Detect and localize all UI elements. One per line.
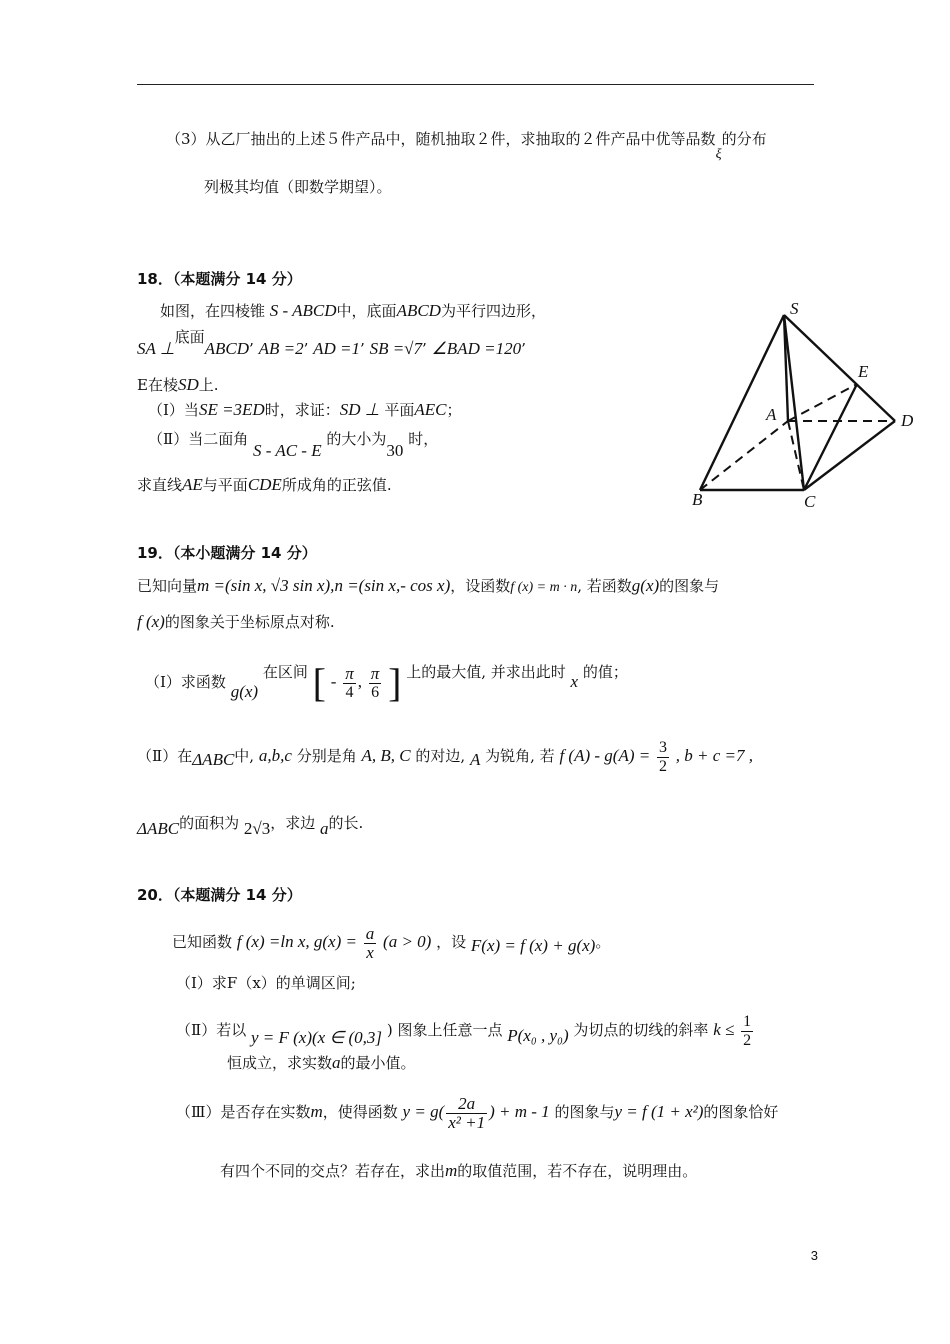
fraction-1-2: $\frac{1}{2}$ xyxy=(743,1012,752,1049)
label-C: C xyxy=(804,492,816,511)
q18-part2: （Ⅱ）当二面角 S - AC - E 的大小为30 时， xyxy=(148,430,439,460)
xi-symbol: ξ xyxy=(715,147,722,162)
label-E: E xyxy=(858,362,869,381)
edge-CD xyxy=(804,421,895,490)
edge-BA-hidden xyxy=(700,421,788,490)
q20-part1: （Ⅰ）求F（x）的单调区间; xyxy=(176,974,356,992)
edge-SD xyxy=(784,315,895,421)
edge-AC-hidden xyxy=(788,421,804,490)
edge-CE xyxy=(804,384,857,490)
q20-part2-line2: 恒成立，求实数a的最小值。 xyxy=(227,1053,416,1072)
fraction-2a-over-x2-plus-1: $\frac{2a}{\text{x² +1}}$ xyxy=(448,1093,486,1132)
q18-ask: 求直线AE与平面CDE所成角的正弦值. xyxy=(137,475,392,494)
q20-part3: （Ⅲ）是否存在实数m，使得函数 y = g( $\frac{2a}{\text{x² +1}}$ ) + m - 1 的图象与y = f (1 + x²)的图象恰好 xyxy=(176,1093,779,1132)
q18-intro: 如图，在四棱锥 S - ABCD中，底面ABCD为平行四边形， xyxy=(160,301,546,320)
q19-area: ΔABC的面积为 2√3，求边 a的长. xyxy=(137,814,364,838)
header-rule xyxy=(137,84,814,85)
q20-heading: 20．（本题满分 14 分） xyxy=(137,886,302,904)
q18-heading: 18．（本题满分 14 分） xyxy=(137,270,302,288)
q17-part3-line1: （3）从乙厂抽出的上述５件产品中，随机抽取２件，求抽取的２件产品中优等品数ξ的分布 xyxy=(166,130,767,162)
fraction-3-2: $\frac{3}{2}$ xyxy=(659,738,667,775)
q20-part3-line2: 有四个不同的交点？若存在，求出m的取值范围，若不存在，说明理由。 xyxy=(220,1161,698,1180)
label-D: D xyxy=(901,411,914,430)
label-B: B xyxy=(692,490,703,509)
page-number: 3 xyxy=(810,1248,818,1263)
edge-SB xyxy=(700,315,784,490)
q18-e-position: E在棱SD上. xyxy=(137,375,219,394)
label-A: A xyxy=(766,405,777,424)
q19-part2: （Ⅱ）在ΔABC中, a,b,c 分别是角 A, B, C 的对边, A 为锐角, 若 f (A) - g(A) = $\frac{3}{2}$ , b + c =7 , xyxy=(137,738,754,775)
q20-part2: （Ⅱ）若以 y = F (x)(x ∈ (0,3] ) 图象上任意一点 P(x₀ , y₀) 为切点的切线的斜率 k ≤ $\frac{1}{2}$ xyxy=(176,1012,752,1049)
q18-part1: （Ⅰ）当SE =3ED时，求证：SD ⊥ 平面AEC； xyxy=(148,400,462,419)
q19-line2: f (x)的图象关于坐标原点对称. xyxy=(137,612,335,631)
fraction-a-over-x: $\frac{a}{x}$ xyxy=(365,923,375,962)
q19-line1: 已知向量m =(sin x, √3 sin x),n =(sin x,- cos x)，设函数f (x) = m · n, 若函数g(x)的图象与 xyxy=(137,576,720,595)
label-S: S xyxy=(790,299,799,318)
interval-left: $\frac{\pi}{4}$ xyxy=(345,663,354,701)
q19-heading: 19．（本小题满分 14 分） xyxy=(137,544,317,562)
pyramid-figure xyxy=(680,295,920,520)
q18-conditions: SA ⊥底面ABCD’ AB =2’ AD =1’ SB =√7’ ∠BAD =120’ xyxy=(137,328,526,358)
q19-part1: （Ⅰ）求函数 g(x) 在区间 [ - $\frac{\pi}{4}$ , $\frac{\pi}{6}$ ] 上的最大值, 并求出此时 x 的值； xyxy=(145,660,628,705)
q20-line1: 已知函数 f (x) =ln x, g(x) = $\frac{a}{x}$ (a > 0) ，设 F(x) = f (x) + g(x)。 xyxy=(172,923,611,962)
q17-part3-line2: 列极其均值（即数学期望）。 xyxy=(204,178,392,196)
interval-right: $\frac{\pi}{6}$ xyxy=(370,663,380,701)
